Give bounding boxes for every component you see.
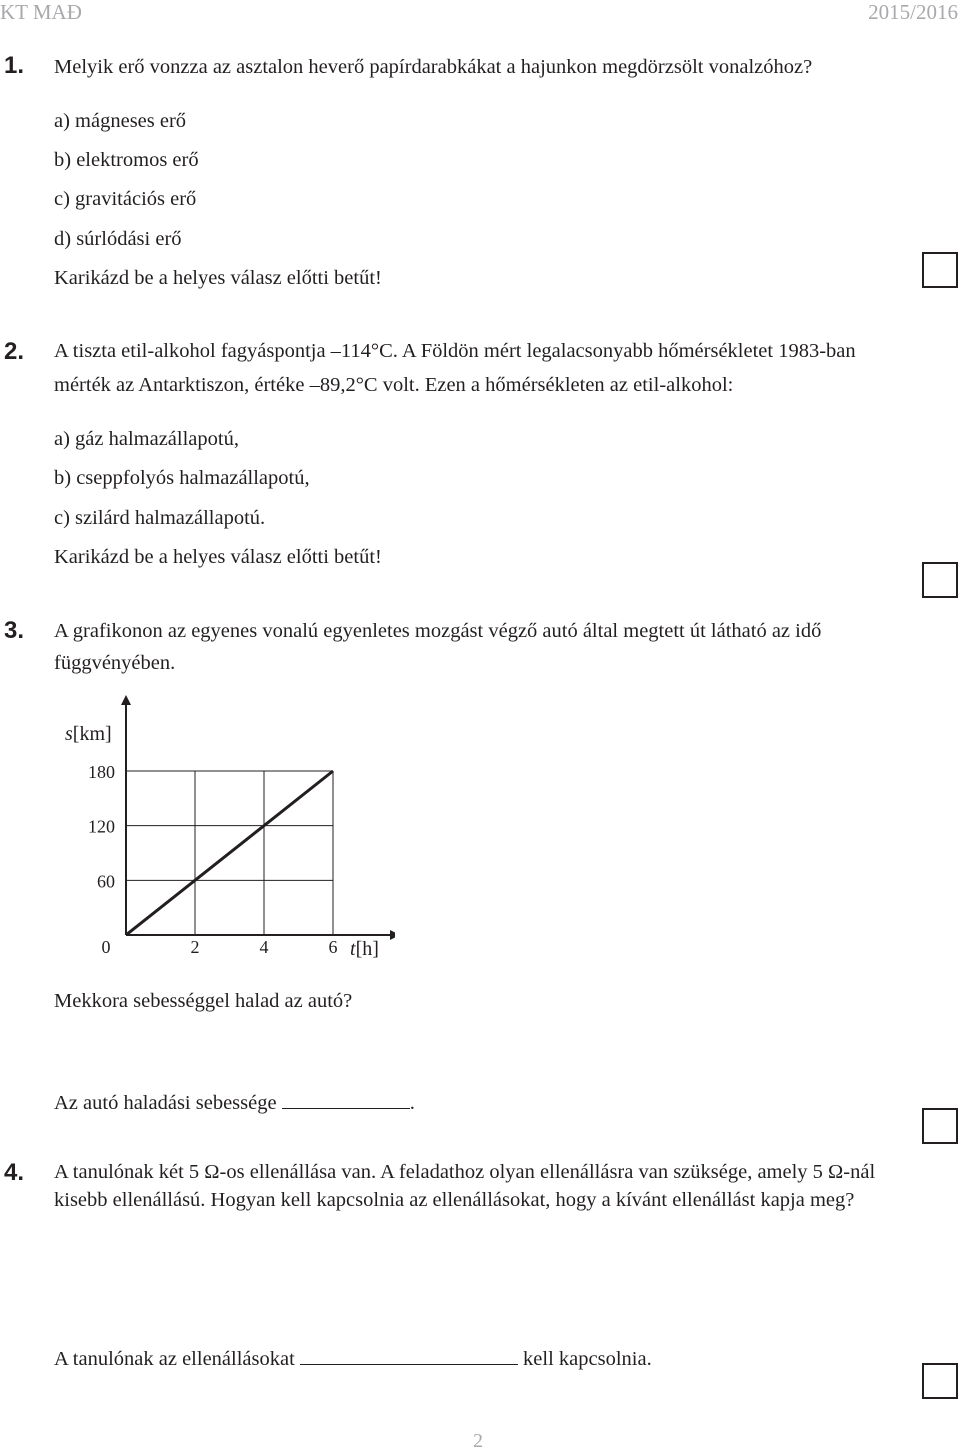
chart-axes <box>126 700 395 935</box>
y-tick-label: 120 <box>88 816 115 837</box>
q4-answer-blank[interactable] <box>300 1346 518 1365</box>
q1-option-d[interactable]: d) súrlódási erő <box>54 228 182 250</box>
question-2-line2: mérték az Antarktiszon, értéke –89,2°C volt. Ezen a hőmérsékleten az etil-alkohol: <box>54 374 734 396</box>
y-axis-label <box>65 723 112 745</box>
x-tick-label: 2 <box>190 937 200 957</box>
q4-answer-prefix: A tanulónak az ellenállásokat <box>54 1348 295 1370</box>
x-axis-label-unit: [h] <box>355 938 379 960</box>
header-right: 2015/2016 <box>868 0 958 24</box>
series-line <box>126 771 333 935</box>
question-4-line2: kisebb ellenállású. Hogyan kell kapcsolnia az ellenállásokat, hogy a kívánt ellenállást kapja meg? <box>54 1189 855 1211</box>
question-4-line1: A tanulónak két 5 Ω-os ellenállása van. A feladathoz olyan ellenállásra van szüksége, amely 5 Ω-nál <box>54 1161 876 1183</box>
q2-option-b[interactable]: b) cseppfolyós halmazállapotú, <box>54 467 310 489</box>
q3-answer-blank[interactable] <box>282 1090 410 1109</box>
y-tick-label: 180 <box>88 762 115 782</box>
q4-score-box[interactable] <box>922 1363 958 1399</box>
q1-option-c[interactable]: c) gravitációs erő <box>54 188 197 210</box>
q3-question: Mekkora sebességgel halad az autó? <box>54 990 353 1012</box>
x-tick-label: 6 <box>328 937 338 957</box>
question-3-number: 3. <box>4 617 25 644</box>
question-2-line1: A tiszta etil-alkohol fagyáspontja –114°C. A Földön mért legalacsonyabb hőmérsékletet 1983-ban <box>54 340 856 362</box>
distance-time-chart <box>55 690 395 970</box>
x-axis-label <box>350 938 379 960</box>
question-3-line1: A grafikonon az egyenes vonalú egyenletes mozgást végző autó által megtett út látható az idő <box>54 620 822 642</box>
page-number: 2 <box>473 1430 483 1452</box>
q3-score-box[interactable] <box>922 1108 958 1144</box>
x-axis-label-var: t <box>350 938 356 960</box>
chart-labels <box>65 723 379 960</box>
y-axis-label-var: s <box>65 723 73 745</box>
x-tick-label: 0 <box>101 937 111 957</box>
q2-option-c[interactable]: c) szilárd halmazállapotú. <box>54 507 266 529</box>
q1-option-b[interactable]: b) elektromos erő <box>54 149 199 171</box>
q3-answer-line <box>54 1090 415 1115</box>
question-1-number: 1. <box>4 52 25 79</box>
q2-score-box[interactable] <box>922 562 958 598</box>
question-4-number: 4. <box>4 1159 25 1186</box>
q1-option-a[interactable]: a) mágneses erő <box>54 110 187 132</box>
q4-answer-suffix: kell kapcsolnia. <box>523 1348 652 1370</box>
q1-score-box[interactable] <box>922 252 958 288</box>
q2-instruction: Karikázd be a helyes válasz előtti betűt! <box>54 546 382 568</box>
header-left: KT MAĐ <box>0 0 82 24</box>
q3-answer-prefix: Az autó haladási sebessége <box>54 1092 277 1114</box>
x-tick-label: 4 <box>259 937 269 957</box>
y-axis-label-unit: [km] <box>72 723 112 745</box>
chart-series <box>126 771 333 935</box>
y-tick-label: 60 <box>97 871 115 892</box>
q1-instruction: Karikázd be a helyes válasz előtti betűt! <box>54 267 382 289</box>
question-1-text: Melyik erő vonzza az asztalon heverő papírdarabkákat a hajunkon megdörzsölt vonalzóhoz? <box>54 56 813 78</box>
q2-option-a[interactable]: a) gáz halmazállapotú, <box>54 428 239 450</box>
q4-answer-line <box>54 1346 652 1371</box>
question-3-line2: függvényében. <box>54 652 176 674</box>
question-2-number: 2. <box>4 338 25 365</box>
q3-answer-suffix: . <box>409 1092 415 1114</box>
